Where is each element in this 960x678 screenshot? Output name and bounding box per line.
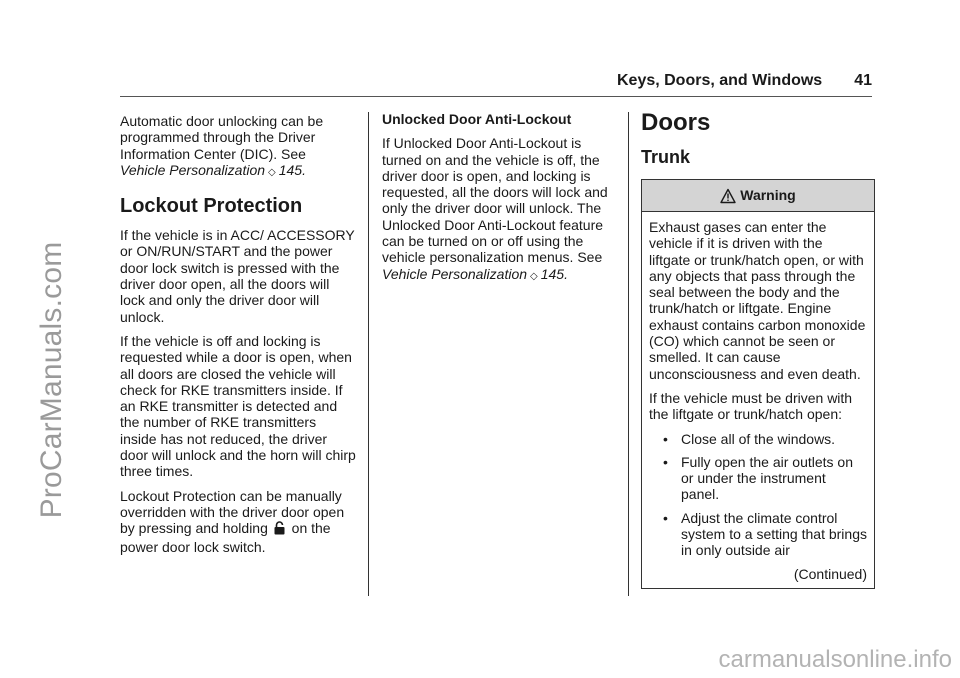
page-header <box>560 72 872 90</box>
column-1 <box>120 113 356 563</box>
list-item-text: Fully open the air outlets on or under the instrument panel. <box>681 453 853 503</box>
lockout-paragraph-3 <box>120 488 356 555</box>
anti-lockout-paragraph <box>382 135 616 285</box>
page-ref-arrow-icon: ◇ <box>530 270 538 282</box>
column-divider-1 <box>368 112 369 596</box>
column-2 <box>382 111 616 293</box>
warning-body <box>642 212 874 588</box>
page-ref-arrow-icon: ◇ <box>268 166 276 178</box>
list-item <box>649 431 867 447</box>
warning-header <box>642 180 874 212</box>
watermark-bottom: carmanualsonline.info <box>718 646 952 673</box>
bullet-icon: • <box>663 453 668 470</box>
doors-heading: Doors <box>641 109 711 136</box>
anti-lockout-text: If Unlocked Door Anti-Lockout is turned on and the vehicle is off, the driver door is open, and locking is requested, all the doors will lock and only the driver door will unlock. The Unlocked Door Anti-Lockout feature can be turned on or off using the vehicle personalization menus. See <box>382 135 608 266</box>
bullet-icon: • <box>663 509 668 526</box>
column-3 <box>641 109 875 589</box>
lockout-paragraph-1: If the vehicle is in ACC/ ACCESSORY or ON/RUN/START and the power door lock switch is pressed with the driver door open, all the doors will lock and only the driver door will unlock. <box>120 227 355 325</box>
intro-end: . <box>302 161 306 178</box>
section-title: Keys, Doors, and Windows <box>616 72 823 89</box>
warning-paragraph-2: If the vehicle must be driven with the liftgate or trunk/hatch open: <box>649 389 853 423</box>
lockout-p3-tail: on the power door lock switch. <box>120 520 331 555</box>
trunk-heading: Trunk <box>641 147 691 167</box>
intro-paragraph <box>120 113 356 181</box>
unlock-icon <box>274 521 285 538</box>
cross-reference-page[interactable]: 145 <box>278 161 303 178</box>
warning-list <box>649 431 867 559</box>
warning-title: Warning <box>740 187 796 204</box>
lockout-paragraph-2: If the vehicle is off and locking is requested while a door is open, when all doors are closed the vehicle will check for RKE transmitters inside. If an RKE transmitter is detected and the number of RKE transmitters inside has not reduced, the driver door will unlock and the horn will chirp three times. <box>120 332 356 480</box>
header-rule <box>120 96 872 97</box>
anti-lockout-end: . <box>564 265 568 282</box>
cross-reference-page[interactable]: 145 <box>540 265 565 282</box>
list-item-text: Adjust the climate control system to a setting that brings in only outside air <box>681 509 867 559</box>
warning-paragraph-1: Exhaust gases can enter the vehicle if it is driven with the liftgate or trunk/hatch open, or with any objects that pass through the seal between the body and the trunk/hatch or liftgate. Engine exhaust contains carbon monoxide (CO) which cannot be seen or smelled. It can cause unconsciousness and even death. <box>649 219 866 382</box>
intro-text: Automatic door unlocking can be programmed through the Driver Information Center (DIC). See <box>120 113 324 162</box>
warning-icon <box>720 188 736 204</box>
bullet-icon: • <box>663 430 668 447</box>
anti-lockout-subheading: Unlocked Door Anti-Lockout <box>382 111 572 127</box>
warning-box <box>641 179 875 589</box>
continued-label: (Continued) <box>793 565 867 582</box>
lockout-p3-text: Lockout Protection can be manually overridden with the driver door open by pressing and holding <box>120 487 345 537</box>
cross-reference-link[interactable]: Vehicle Personalization <box>382 265 528 282</box>
page-number: 41 <box>854 72 872 89</box>
list-item <box>649 510 867 559</box>
list-item-text: Close all of the windows. <box>681 430 836 447</box>
list-item <box>649 454 867 503</box>
lockout-protection-heading: Lockout Protection <box>120 195 303 218</box>
column-divider-2 <box>628 112 629 596</box>
cross-reference-link[interactable]: Vehicle Personalization <box>120 161 266 178</box>
watermark-side: ProCarManuals.com <box>35 241 68 519</box>
